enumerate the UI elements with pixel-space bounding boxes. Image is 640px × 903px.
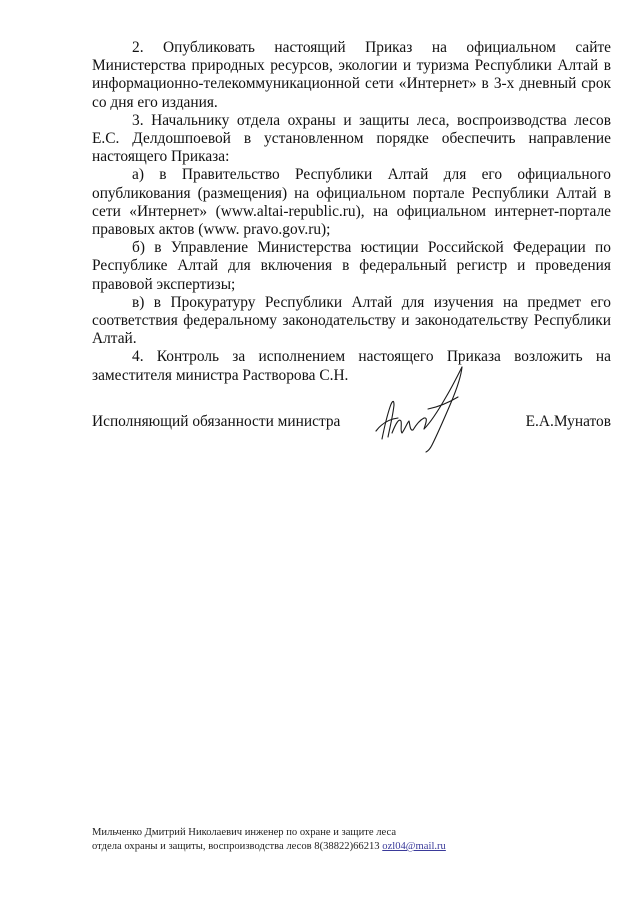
signatory-name: Е.А.Мунатов [525,413,611,430]
document-body [92,39,611,385]
signatory-title: Исполняющий обязанности министра [92,413,341,430]
document-footer [92,826,446,854]
footer-email-link[interactable]: ozl04@mail.ru [382,841,446,852]
paragraph-forward-order: 3. Начальнику отдела охраны и защиты леса, воспроизводства лесов Е.С. Делдошпоевой в установленном порядке обеспечить направление настоящего Приказа: [92,111,611,166]
paragraph-control: 4. Контроль за исполнением настоящего Приказа возложить на заместителя министра Растворова С.Н. [92,348,611,384]
paragraph-publish-website: 2. Опубликовать настоящий Приказ на официальном сайте Министерства природных ресурсов, экологии и туризма Республики Алтай в информационно-телекоммуникационной сети «Интернет» в 3-х дневный срок со дня его издания. [92,39,611,111]
paragraph-item-c-prosecutor: в) в Прокуратуру Республики Алтай для изучения на предмет его соответствия федеральному законодательству и законодательству Республики Алтай. [92,293,611,348]
footer-contact-line [92,840,446,854]
footer-author-line: Мильченко Дмитрий Николаевич инженер по охране и защите леса [92,827,397,838]
signature-block [92,413,611,437]
handwritten-signature [368,363,474,453]
paragraph-item-a-government: а) в Правительство Республики Алтай для его официального опубликования (размещения) на официальном портале Республики Алтай в сети «Интернет» (www.altai-republic.ru), на официальном интернет-портале правовых актов (www. pravo.gov.ru); [92,166,611,239]
paragraph-item-b-justice: б) в Управление Министерства юстиции Российской Федерации по Республике Алтай для включения в федеральный регистр и проведения правовой экспертизы; [92,239,611,293]
footer-department-phone: отдела охраны и защиты, воспроизводства лесов 8(38822)66213 [92,841,383,852]
